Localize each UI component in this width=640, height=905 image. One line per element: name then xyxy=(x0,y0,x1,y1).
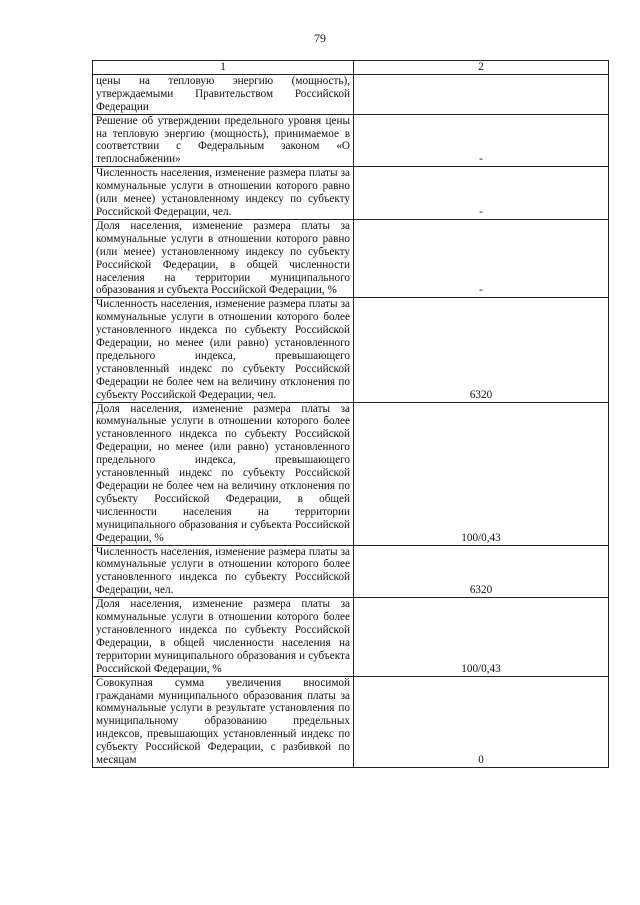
table-row xyxy=(93,219,609,297)
row-value: 0 xyxy=(354,676,609,767)
table-row xyxy=(93,114,609,167)
row-value: 6320 xyxy=(354,545,609,598)
table-row xyxy=(93,74,609,114)
page-number: 79 xyxy=(314,31,326,45)
row-label: Доля населения, изменение размера платы за коммунальные услуги в отношении которого более установленного индекса по субъекту Российской Федерации, в общей численности населения на территории муниципального образования и субъекта Российской Федерации, % xyxy=(93,598,354,676)
table-row xyxy=(93,598,609,676)
row-label: Численность населения, изменение размера платы за коммунальные услуги в отношении которого более установленного индекса по субъекту Российской Федерации, но менее (или равно) установленного предельного индекса, превышающего установленный индекс по субъекту Российской Федерации не более чем на величину отклонения по субъекту Российской Федерации, чел. xyxy=(93,298,354,402)
row-value: 6320 xyxy=(354,298,609,402)
row-label: Численность населения, изменение размера платы за коммунальные услуги в отношении которого равно (или менее) установленному индексу по субъекту Российской Федерации, чел. xyxy=(93,167,354,220)
row-label: Доля населения, изменение размера платы за коммунальные услуги в отношении которого равно (или менее) установленному индексу по субъекту Российской Федерации, в общей численности населения на территории муниципального образования и субъекта Российской Федерации, % xyxy=(93,219,354,297)
table-row xyxy=(93,402,609,545)
row-label: Совокупная сумма увеличения вносимой гражданами муниципального образования платы за коммунальные услуги в результате установления по муниципальному образованию предельных индексов, превышающих установленный индекс по субъекту Российской Федерации, с разбивкой по месяцам xyxy=(93,676,354,767)
row-value: 100/0,43 xyxy=(354,402,609,545)
row-label: цены на тепловую энергию (мощность), утверждаемыми Правительством Российской Федерации xyxy=(93,74,354,114)
row-value xyxy=(354,74,609,114)
row-value: 100/0,43 xyxy=(354,598,609,676)
table-row xyxy=(93,676,609,767)
row-value: - xyxy=(354,114,609,167)
table-row xyxy=(93,545,609,598)
row-label: Доля населения, изменение размера платы за коммунальные услуги в отношении которого более установленного индекса по субъекту Российской Федерации, но менее (или равно) установленного предельного индекса, превышающего установленный индекс по субъекту Российской Федерации не более чем на величину отклонения по субъекту Российской Федерации, в общей численности населения на территории муниципального образования и субъекта Российской Федерации, % xyxy=(93,402,354,545)
table-row xyxy=(93,298,609,402)
row-value: - xyxy=(354,167,609,220)
data-table xyxy=(92,60,609,768)
column-header-1: 1 xyxy=(93,61,354,75)
table-header-row xyxy=(93,61,609,75)
column-header-2: 2 xyxy=(354,61,609,75)
table-row xyxy=(93,167,609,220)
row-value: - xyxy=(354,219,609,297)
row-label: Численность населения, изменение размера платы за коммунальные услуги в отношении которого более установленного индекса по субъекту Российской Федерации, чел. xyxy=(93,545,354,598)
row-label: Решение об утверждении предельного уровня цены на тепловую энергию (мощность), принимаемое в соответствии с Федеральным законом «О теплоснабжении» xyxy=(93,114,354,167)
